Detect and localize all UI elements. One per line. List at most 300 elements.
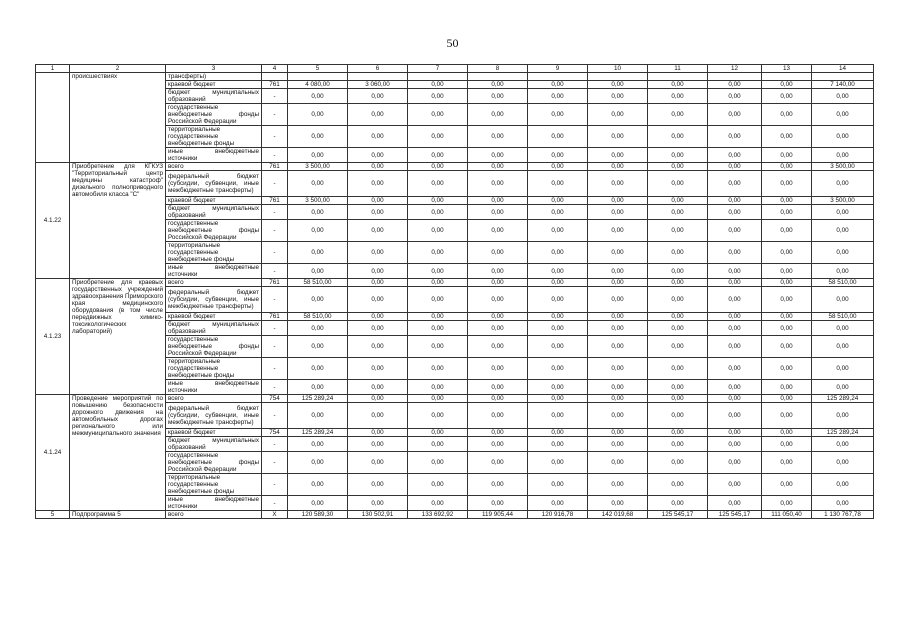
amount-cell: 0,00 [812, 380, 874, 395]
amount-cell: 0,00 [648, 380, 708, 395]
budget-code: - [262, 474, 288, 496]
amount-cell: 0,00 [528, 437, 588, 452]
budget-code: - [262, 452, 288, 474]
amount-cell: 0,00 [528, 429, 588, 437]
amount-cell: 0,00 [708, 336, 762, 358]
amount-cell: 0,00 [708, 437, 762, 452]
amount-cell: 0,00 [348, 474, 408, 496]
amount-cell: 0,00 [588, 148, 648, 163]
funding-source: всего [166, 279, 262, 287]
amount-cell: 120 916,78 [528, 511, 588, 519]
budget-code: - [262, 126, 288, 148]
amount-cell [708, 73, 762, 81]
budget-code: - [262, 380, 288, 395]
amount-cell: 0,00 [408, 220, 468, 242]
amount-cell: 0,00 [528, 197, 588, 205]
amount-cell: 0,00 [812, 358, 874, 380]
amount-cell: 0,00 [812, 205, 874, 220]
amount-cell: 142 019,68 [588, 511, 648, 519]
amount-cell: 0,00 [288, 336, 348, 358]
amount-cell: 0,00 [528, 336, 588, 358]
amount-cell [468, 73, 528, 81]
amount-cell: 0,00 [288, 321, 348, 336]
amount-cell: 0,00 [762, 429, 812, 437]
amount-cell: 0,00 [588, 171, 648, 197]
amount-cell: 58 510,00 [288, 279, 348, 287]
budget-code: - [262, 321, 288, 336]
amount-cell: 0,00 [762, 321, 812, 336]
amount-cell: 0,00 [648, 104, 708, 126]
amount-cell: 3 500,00 [812, 163, 874, 171]
amount-cell: 0,00 [812, 148, 874, 163]
amount-cell: 0,00 [812, 89, 874, 104]
amount-cell: 0,00 [528, 287, 588, 313]
amount-cell: 0,00 [812, 264, 874, 279]
amount-cell: 0,00 [468, 496, 528, 511]
funding-source: всего [166, 511, 262, 519]
item-name: Приобретение для КГКУЗ "Территориальный центр медицины катастроф" дизельного полноприводного автомобиля класса "С" [70, 163, 166, 279]
amount-cell: 0,00 [588, 279, 648, 287]
header-cell: 8 [468, 65, 528, 73]
amount-cell: 0,00 [468, 264, 528, 279]
amount-cell: 0,00 [348, 437, 408, 452]
funding-source: иные внебюджетные источники [166, 148, 262, 163]
amount-cell: 0,00 [468, 104, 528, 126]
budget-code: 761 [262, 279, 288, 287]
amount-cell: 0,00 [288, 496, 348, 511]
funding-source: всего [166, 163, 262, 171]
amount-cell: 0,00 [408, 429, 468, 437]
amount-cell [348, 73, 408, 81]
amount-cell: 0,00 [588, 321, 648, 336]
amount-cell: 0,00 [288, 171, 348, 197]
amount-cell: 0,00 [588, 313, 648, 321]
amount-cell: 125 289,24 [812, 395, 874, 403]
amount-cell: 0,00 [708, 148, 762, 163]
funding-source: краевой бюджет [166, 81, 262, 89]
amount-cell: 0,00 [648, 496, 708, 511]
amount-cell: 0,00 [528, 358, 588, 380]
amount-cell: 0,00 [408, 287, 468, 313]
amount-cell: 0,00 [528, 264, 588, 279]
amount-cell: 0,00 [468, 336, 528, 358]
amount-cell: 130 502,91 [348, 511, 408, 519]
amount-cell: 0,00 [812, 496, 874, 511]
funding-source: территориальные государственные внебюджетные фонды [166, 474, 262, 496]
amount-cell: 0,00 [468, 321, 528, 336]
amount-cell: 0,00 [812, 437, 874, 452]
amount-cell: 0,00 [588, 452, 648, 474]
amount-cell: 0,00 [528, 395, 588, 403]
amount-cell: 0,00 [288, 148, 348, 163]
amount-cell: 0,00 [648, 242, 708, 264]
amount-cell: 0,00 [588, 474, 648, 496]
amount-cell: 0,00 [708, 264, 762, 279]
amount-cell: 0,00 [588, 496, 648, 511]
amount-cell: 0,00 [648, 81, 708, 89]
amount-cell: 0,00 [288, 403, 348, 429]
amount-cell: 0,00 [812, 171, 874, 197]
amount-cell: 111 050,40 [762, 511, 812, 519]
amount-cell: 0,00 [588, 220, 648, 242]
amount-cell: 1 130 767,78 [812, 511, 874, 519]
amount-cell: 0,00 [528, 163, 588, 171]
amount-cell: 0,00 [648, 89, 708, 104]
funding-source: государственные внебюджетные фонды Российской Федерации [166, 104, 262, 126]
budget-code: - [262, 220, 288, 242]
amount-cell: 0,00 [408, 496, 468, 511]
amount-cell: 0,00 [408, 336, 468, 358]
amount-cell: 0,00 [648, 336, 708, 358]
amount-cell: 0,00 [588, 403, 648, 429]
amount-cell: 0,00 [588, 104, 648, 126]
amount-cell: 119 905,44 [468, 511, 528, 519]
amount-cell: 0,00 [708, 429, 762, 437]
budget-code: - [262, 287, 288, 313]
amount-cell: 0,00 [812, 126, 874, 148]
amount-cell: 0,00 [588, 163, 648, 171]
amount-cell: 0,00 [762, 104, 812, 126]
budget-code [262, 73, 288, 81]
amount-cell [588, 73, 648, 81]
amount-cell: 0,00 [348, 358, 408, 380]
amount-cell [812, 73, 874, 81]
amount-cell [408, 73, 468, 81]
amount-cell [762, 73, 812, 81]
budget-code: 754 [262, 429, 288, 437]
amount-cell: 0,00 [528, 126, 588, 148]
budget-code: - [262, 358, 288, 380]
amount-cell: 0,00 [408, 89, 468, 104]
amount-cell: 0,00 [762, 197, 812, 205]
header-cell: 3 [166, 65, 262, 73]
amount-cell: 0,00 [648, 403, 708, 429]
amount-cell: 0,00 [348, 321, 408, 336]
amount-cell: 0,00 [348, 163, 408, 171]
amount-cell: 0,00 [288, 380, 348, 395]
amount-cell: 3 060,00 [348, 81, 408, 89]
amount-cell: 0,00 [588, 205, 648, 220]
amount-cell: 0,00 [762, 126, 812, 148]
budget-code: - [262, 104, 288, 126]
funding-source: бюджет муниципальных образований [166, 89, 262, 104]
amount-cell: 0,00 [468, 89, 528, 104]
amount-cell: 0,00 [648, 279, 708, 287]
funding-source: иные внебюджетные источники [166, 380, 262, 395]
amount-cell: 0,00 [648, 358, 708, 380]
amount-cell: 0,00 [528, 242, 588, 264]
amount-cell: 0,00 [468, 81, 528, 89]
amount-cell: 0,00 [708, 380, 762, 395]
amount-cell: 125 289,24 [288, 429, 348, 437]
amount-cell: 0,00 [528, 452, 588, 474]
amount-cell: 0,00 [762, 205, 812, 220]
amount-cell [288, 73, 348, 81]
amount-cell: 0,00 [468, 452, 528, 474]
amount-cell: 0,00 [708, 395, 762, 403]
budget-code: - [262, 242, 288, 264]
amount-cell: 3 500,00 [288, 163, 348, 171]
amount-cell: 0,00 [708, 205, 762, 220]
amount-cell: 0,00 [648, 313, 708, 321]
amount-cell: 0,00 [288, 264, 348, 279]
budget-code: 761 [262, 81, 288, 89]
amount-cell: 0,00 [468, 242, 528, 264]
amount-cell: 4 080,00 [288, 81, 348, 89]
amount-cell: 0,00 [708, 474, 762, 496]
amount-cell: 0,00 [648, 452, 708, 474]
page-number: 50 [446, 36, 459, 50]
amount-cell: 0,00 [762, 403, 812, 429]
header-cell: 13 [762, 65, 812, 73]
amount-cell: 0,00 [348, 104, 408, 126]
amount-cell: 0,00 [812, 403, 874, 429]
amount-cell: 0,00 [348, 313, 408, 321]
amount-cell: 0,00 [528, 205, 588, 220]
amount-cell: 0,00 [468, 163, 528, 171]
funding-source: краевой бюджет [166, 429, 262, 437]
amount-cell: 0,00 [348, 287, 408, 313]
header-cell: 14 [812, 65, 874, 73]
amount-cell: 0,00 [468, 171, 528, 197]
budget-code: 761 [262, 197, 288, 205]
amount-cell: 0,00 [408, 380, 468, 395]
amount-cell: 0,00 [648, 395, 708, 403]
amount-cell: 133 692,92 [408, 511, 468, 519]
amount-cell: 0,00 [348, 336, 408, 358]
amount-cell: 0,00 [288, 358, 348, 380]
amount-cell: 0,00 [408, 321, 468, 336]
amount-cell: 0,00 [468, 220, 528, 242]
amount-cell: 0,00 [348, 380, 408, 395]
budget-code: - [262, 437, 288, 452]
item-name: происшествиях [70, 73, 166, 163]
amount-cell: 0,00 [648, 321, 708, 336]
amount-cell: 0,00 [812, 452, 874, 474]
amount-cell: 0,00 [288, 242, 348, 264]
amount-cell: 0,00 [588, 242, 648, 264]
amount-cell: 0,00 [468, 313, 528, 321]
amount-cell: 0,00 [708, 279, 762, 287]
item-index [36, 73, 70, 163]
amount-cell: 0,00 [708, 89, 762, 104]
amount-cell: 0,00 [408, 242, 468, 264]
budget-code: - [262, 403, 288, 429]
amount-cell: 0,00 [648, 220, 708, 242]
amount-cell: 0,00 [468, 148, 528, 163]
amount-cell: 0,00 [762, 264, 812, 279]
amount-cell: 0,00 [468, 205, 528, 220]
amount-cell: 0,00 [408, 126, 468, 148]
amount-cell: 0,00 [588, 358, 648, 380]
amount-cell: 0,00 [588, 264, 648, 279]
amount-cell: 0,00 [348, 429, 408, 437]
funding-source: территориальные государственные внебюджетные фонды [166, 358, 262, 380]
amount-cell: 0,00 [348, 220, 408, 242]
item-name: Проведение мероприятий по повышению безопасности дорожного движения на автомобильных дорогах регионального или межмуниципального значения [70, 395, 166, 511]
amount-cell [528, 73, 588, 81]
funding-source: иные внебюджетные источники [166, 264, 262, 279]
table-row [36, 395, 874, 403]
amount-cell: 0,00 [408, 437, 468, 452]
amount-cell: 0,00 [528, 279, 588, 287]
amount-cell [648, 73, 708, 81]
amount-cell: 0,00 [812, 220, 874, 242]
funding-source: федеральный бюджет (субсидии, субвенции, иные межбюджетные трансферты) [166, 171, 262, 197]
funding-source: федеральный бюджет (субсидии, субвенции, иные межбюджетные трансферты) [166, 287, 262, 313]
funding-source: территориальные государственные внебюджетные фонды [166, 242, 262, 264]
header-cell: 7 [408, 65, 468, 73]
header-cell: 9 [528, 65, 588, 73]
amount-cell: 0,00 [528, 148, 588, 163]
amount-cell: 0,00 [588, 437, 648, 452]
amount-cell: 0,00 [762, 242, 812, 264]
amount-cell: 0,00 [528, 81, 588, 89]
amount-cell: 0,00 [288, 287, 348, 313]
amount-cell: 0,00 [708, 496, 762, 511]
amount-cell: 0,00 [468, 197, 528, 205]
amount-cell: 0,00 [708, 197, 762, 205]
amount-cell: 0,00 [348, 89, 408, 104]
amount-cell: 0,00 [348, 264, 408, 279]
amount-cell: 0,00 [408, 205, 468, 220]
funding-source: федеральный бюджет (субсидии, субвенции, иные межбюджетные трансферты) [166, 403, 262, 429]
budget-code: - [262, 171, 288, 197]
header-cell: 12 [708, 65, 762, 73]
amount-cell: 3 500,00 [812, 197, 874, 205]
amount-cell: 0,00 [708, 403, 762, 429]
item-index: 4.1.23 [36, 279, 70, 395]
amount-cell: 0,00 [708, 287, 762, 313]
amount-cell: 0,00 [588, 429, 648, 437]
amount-cell: 0,00 [528, 89, 588, 104]
amount-cell: 0,00 [648, 148, 708, 163]
amount-cell: 0,00 [812, 321, 874, 336]
amount-cell: 0,00 [408, 395, 468, 403]
amount-cell: 0,00 [812, 287, 874, 313]
amount-cell: 0,00 [708, 104, 762, 126]
amount-cell: 0,00 [708, 171, 762, 197]
amount-cell: 0,00 [588, 336, 648, 358]
item-name: Подпрограмма 5 [70, 511, 166, 519]
amount-cell: 0,00 [408, 358, 468, 380]
budget-code: X [262, 511, 288, 519]
budget-code: - [262, 148, 288, 163]
amount-cell: 0,00 [762, 452, 812, 474]
amount-cell: 0,00 [408, 313, 468, 321]
amount-cell: 125 289,24 [812, 429, 874, 437]
funding-source: краевой бюджет [166, 313, 262, 321]
table-row [36, 279, 874, 287]
item-index: 5 [36, 511, 70, 519]
amount-cell: 0,00 [708, 452, 762, 474]
amount-cell: 0,00 [408, 403, 468, 429]
amount-cell: 0,00 [648, 205, 708, 220]
funding-source: государственные внебюджетные фонды Российской Федерации [166, 452, 262, 474]
amount-cell: 0,00 [528, 171, 588, 197]
subprogram-total-row [36, 511, 874, 519]
amount-cell: 0,00 [348, 496, 408, 511]
amount-cell: 0,00 [812, 242, 874, 264]
budget-code: 761 [262, 163, 288, 171]
amount-cell: 0,00 [648, 163, 708, 171]
amount-cell: 0,00 [288, 126, 348, 148]
amount-cell: 0,00 [762, 437, 812, 452]
amount-cell: 120 589,30 [288, 511, 348, 519]
amount-cell: 0,00 [288, 452, 348, 474]
funding-source: территориальные государственные внебюджетные фонды [166, 126, 262, 148]
amount-cell: 0,00 [528, 220, 588, 242]
amount-cell: 0,00 [528, 474, 588, 496]
amount-cell: 0,00 [762, 148, 812, 163]
amount-cell: 0,00 [762, 395, 812, 403]
table-row [36, 73, 874, 81]
amount-cell: 0,00 [762, 279, 812, 287]
amount-cell: 0,00 [348, 242, 408, 264]
amount-cell: 0,00 [762, 163, 812, 171]
amount-cell: 0,00 [348, 197, 408, 205]
funding-source: краевой бюджет [166, 197, 262, 205]
funding-source: бюджет муниципальных образований [166, 205, 262, 220]
funding-source: бюджет муниципальных образований [166, 437, 262, 452]
amount-cell: 0,00 [288, 205, 348, 220]
amount-cell: 0,00 [762, 287, 812, 313]
amount-cell: 0,00 [762, 496, 812, 511]
amount-cell: 0,00 [762, 358, 812, 380]
item-index: 4.1.22 [36, 163, 70, 279]
budget-code: 754 [262, 395, 288, 403]
amount-cell: 0,00 [288, 220, 348, 242]
table-row [36, 163, 874, 171]
amount-cell: 0,00 [762, 81, 812, 89]
amount-cell: 0,00 [528, 104, 588, 126]
amount-cell: 0,00 [708, 242, 762, 264]
amount-cell: 0,00 [348, 279, 408, 287]
amount-cell: 0,00 [468, 126, 528, 148]
amount-cell: 0,00 [708, 321, 762, 336]
amount-cell: 0,00 [588, 126, 648, 148]
amount-cell: 0,00 [762, 220, 812, 242]
amount-cell: 0,00 [468, 358, 528, 380]
amount-cell: 0,00 [408, 279, 468, 287]
amount-cell: 0,00 [408, 171, 468, 197]
amount-cell: 0,00 [468, 474, 528, 496]
amount-cell: 0,00 [408, 474, 468, 496]
budget-code: 761 [262, 313, 288, 321]
budget-code: - [262, 336, 288, 358]
amount-cell: 0,00 [468, 403, 528, 429]
amount-cell: 0,00 [468, 287, 528, 313]
header-cell: 4 [262, 65, 288, 73]
funding-source: государственные внебюджетные фонды Российской Федерации [166, 220, 262, 242]
amount-cell: 58 510,00 [288, 313, 348, 321]
header-cell: 11 [648, 65, 708, 73]
amount-cell: 0,00 [588, 395, 648, 403]
amount-cell: 0,00 [648, 474, 708, 496]
amount-cell: 0,00 [408, 148, 468, 163]
amount-cell: 0,00 [468, 437, 528, 452]
amount-cell: 0,00 [762, 89, 812, 104]
amount-cell: 58 510,00 [812, 279, 874, 287]
budget-code: - [262, 264, 288, 279]
amount-cell: 125 289,24 [288, 395, 348, 403]
amount-cell: 0,00 [708, 163, 762, 171]
amount-cell: 0,00 [588, 380, 648, 395]
amount-cell: 0,00 [812, 474, 874, 496]
header-cell: 6 [348, 65, 408, 73]
amount-cell: 0,00 [528, 380, 588, 395]
amount-cell: 0,00 [708, 126, 762, 148]
